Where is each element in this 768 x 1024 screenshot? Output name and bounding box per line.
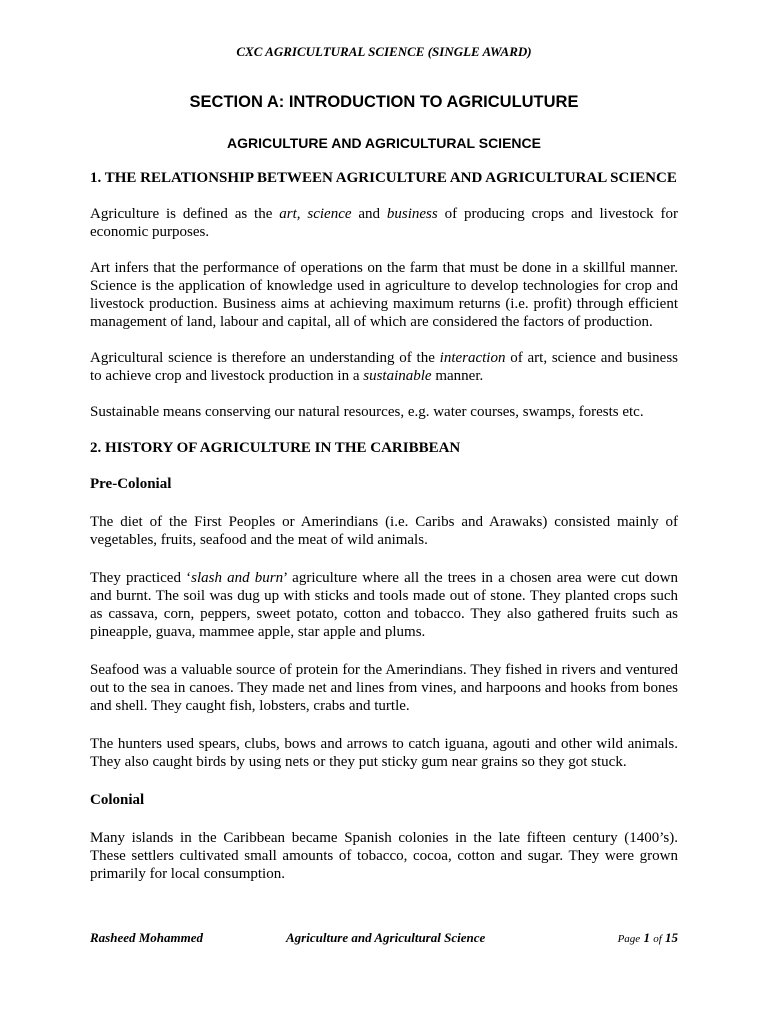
paragraph-hunters: The hunters used spears, clubs, bows and arrows to catch iguana, agouti and other wild animals. They also caught birds by using nets or they put sticky gum near grains so they got stuck. [90, 736, 678, 770]
text-run: Agricultural science is therefore an understanding of the [90, 350, 440, 366]
page-label: Page [617, 933, 641, 945]
emphasis-slash-and-burn: slash and burn [191, 570, 284, 586]
paragraph-agricultural-science [90, 349, 678, 385]
paragraph-art-science-business: Art infers that the performance of operations on the farm that must be done in a skillful manner. Science is the application of knowledge used in agriculture to develop technologies for crop and livestock production. Business aims at achieving maximum returns (i.e. profit) through efficient management of land, labour and capital, all of which are considered the factors of production. [90, 260, 678, 330]
subheading-pre-colonial: Pre-Colonial [90, 476, 172, 492]
footer-page-number [618, 930, 678, 946]
subheading-colonial: Colonial [90, 792, 145, 808]
body-content [90, 169, 678, 883]
heading-history: 2. HISTORY OF AGRICULTURE IN THE CARIBBEAN [90, 440, 461, 456]
paragraph-sustainable: Sustainable means conserving our natural resources, e.g. water courses, swamps, forests etc. [90, 404, 644, 420]
text-run: of art, science and business to achieve crop and livestock production in a [90, 350, 678, 384]
text-run: They practiced ‘ [90, 570, 192, 586]
paragraph-seafood: Seafood was a valuable source of protein for the Amerindians. They fished in rivers and ventured out to the sea in canoes. They made net and lines from vines, and harpoons and hooks from bones and shell. They caught fish, lobsters, crabs and turtle. [90, 662, 678, 714]
page-of-label: of [653, 933, 662, 945]
text-run: and [351, 206, 387, 222]
page-total: 15 [665, 930, 678, 945]
emphasis-science: science [307, 206, 352, 222]
paragraph-definition [90, 205, 678, 241]
text-run: , [296, 206, 308, 222]
page-current: 1 [643, 930, 650, 945]
page-footer [90, 930, 678, 948]
subtitle: AGRICULTURE AND AGRICULTURAL SCIENCE [227, 135, 541, 151]
text-run: Agriculture is defined as the [90, 206, 280, 222]
paragraph-colonies: Many islands in the Caribbean became Spanish colonies in the late fifteen century (1400’s). These settlers cultivated small amounts of tobacco, cocoa, cotton and sugar. They were grown primarily for local consumption. [90, 830, 678, 882]
footer-author: Rasheed Mohammed [90, 930, 204, 945]
text-run: of producing crops and livestock for economic purposes. [90, 206, 678, 240]
text-run: manner. [431, 368, 484, 384]
emphasis-sustainable: sustainable [363, 368, 432, 384]
running-head: CXC AGRICULTURAL SCIENCE (SINGLE AWARD) [236, 44, 532, 59]
emphasis-interaction: interaction [439, 350, 506, 366]
paragraph-diet: The diet of the First Peoples or Amerindians (i.e. Caribs and Arawaks) consisted mainly of vegetables, fruits, seafood and the meat of wild animals. [90, 514, 678, 548]
footer-doc-title: Agriculture and Agricultural Science [286, 930, 486, 945]
emphasis-business: business [386, 206, 438, 222]
section-title: SECTION A: INTRODUCTION TO AGRICULUTURE [189, 93, 579, 111]
paragraph-slash-and-burn [90, 569, 678, 641]
emphasis-art: art [279, 206, 297, 222]
heading-relationship: 1. THE RELATIONSHIP BETWEEN AGRICULTURE AND AGRICULTURAL SCIENCE [90, 170, 677, 186]
text-run: ’ agriculture where all the trees in a chosen area were cut down and burnt. The soil was dug up with sticks and tools made out of stone. They planted crops such as cassava, corn, peppers, sweet potato, cotton and tobacco. They also gathered fruits such as pineapple, guava, mammee apple, star apple and plums. [90, 570, 678, 640]
